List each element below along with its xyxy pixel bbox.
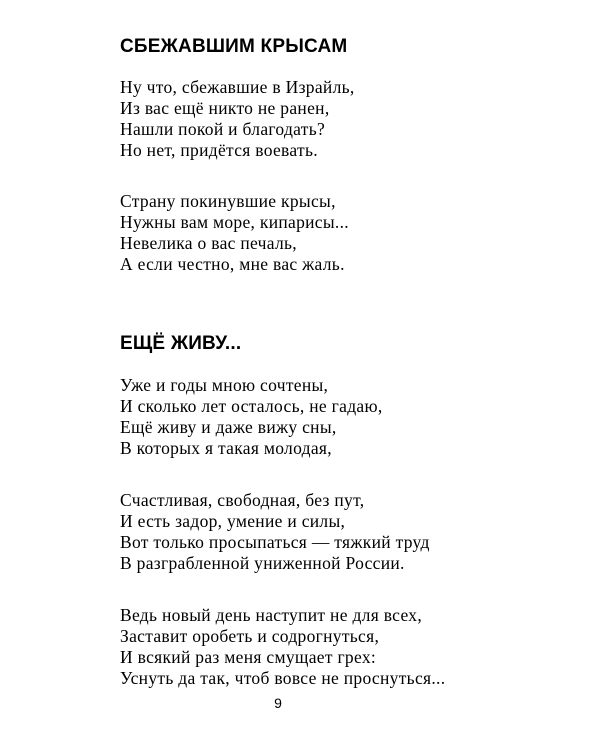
verse-line: Невелика о вас печаль, — [120, 233, 297, 253]
verse-line: Уснуть да так, чтоб вовсе не проснуться... — [120, 668, 446, 688]
poem-title: СБЕЖАВШИМ КРЫСАМ — [120, 36, 348, 57]
stanza — [120, 375, 445, 459]
verse-line: Ещё живу и даже вижу сны, — [120, 417, 337, 437]
stanza — [120, 605, 445, 689]
verse-line: Но нет, придётся воевать. — [120, 140, 318, 160]
poem-still-alive — [120, 333, 445, 689]
verse-line: Из вас ещё никто не ранен, — [120, 98, 330, 118]
verse-line: И всякий раз меня смущает грех: — [120, 647, 377, 667]
verse-line: И есть задор, умение и силы, — [120, 511, 346, 531]
verse-line: В которых я такая молодая, — [120, 438, 332, 458]
stanza — [120, 191, 355, 275]
verse-line: Ну что, сбежавшие в Израйль, — [120, 77, 355, 97]
stanza — [120, 490, 445, 574]
verse-line: А если честно, мне вас жаль. — [120, 254, 345, 274]
verse-line: Уже и годы мною сочтены, — [120, 375, 329, 395]
verse-line: Страну покинувшие крысы, — [120, 191, 336, 211]
page-number: 9 — [274, 695, 282, 711]
stanza — [120, 77, 355, 161]
verse-line: Нашли покой и благодать? — [120, 119, 326, 139]
verse-line: Ведь новый день наступит не для всех, — [120, 605, 423, 625]
verse-line: Вот только просыпаться — тяжкий труд — [120, 532, 430, 552]
verse-line: И сколько лет осталось, не гадаю, — [120, 396, 383, 416]
verse-line: Заставит оробеть и содрогнуться, — [120, 626, 380, 646]
poem-runaway-rats — [120, 36, 355, 275]
verse-line: Нужны вам море, кипарисы... — [120, 212, 349, 232]
poem-title: ЕЩЁ ЖИВУ... — [120, 333, 242, 354]
verse-line: В разграбленной униженной России. — [120, 553, 405, 573]
verse-line: Счастливая, свободная, без пут, — [120, 490, 365, 510]
